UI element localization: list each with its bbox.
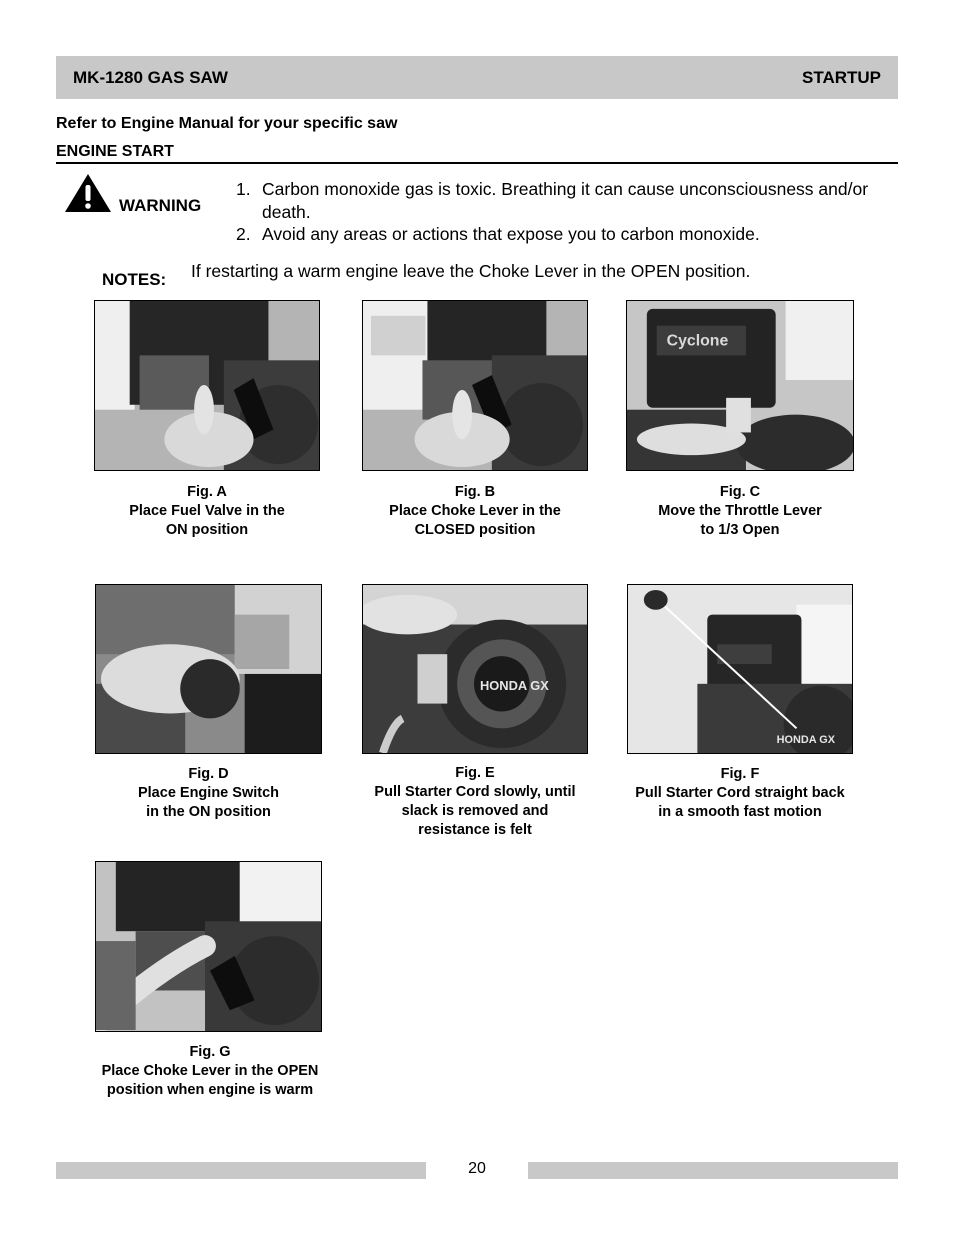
fig-e-photo — [362, 584, 588, 754]
fig-a-photo — [94, 300, 320, 471]
header-title: MK-1280 GAS SAW — [73, 67, 228, 87]
fig-label: Fig. C — [719, 484, 761, 500]
fig-f-photo-text: HONDA GX — [776, 734, 835, 747]
fig-d-photo — [95, 584, 322, 754]
fig-label: Fig. A — [187, 484, 227, 500]
footer-bar-right — [528, 1162, 898, 1179]
page-number: 20 — [468, 1160, 486, 1177]
section-title: ENGINE START — [56, 143, 898, 164]
warning-list — [236, 178, 876, 246]
fig-a-caption: Fig. A Place Fuel Valve in the ON position — [94, 483, 320, 540]
fig-label: Fig. F — [720, 766, 760, 782]
fig-f-caption: Fig. F Pull Starter Cord straight back in a smooth fast motion — [627, 765, 853, 822]
fig-label: Fig. B — [454, 484, 496, 500]
notes-label: NOTES: — [102, 270, 167, 289]
fig-c-photo-text: Cyclone — [666, 332, 729, 350]
notes-text: If restarting a warm engine leave the Choke Lever in the OPEN position. — [191, 261, 751, 281]
fig-f-photo — [627, 584, 853, 754]
refer-note: Refer to Engine Manual for your specific saw — [56, 115, 398, 132]
header-bar — [56, 56, 898, 99]
fig-b-caption: Fig. B Place Choke Lever in the CLOSED position — [362, 483, 588, 540]
fig-e-photo-text: HONDA GX — [479, 677, 549, 693]
fig-label: Fig. G — [189, 1044, 231, 1060]
warning-label: WARNING — [119, 196, 202, 215]
fig-g-caption: Fig. G Place Choke Lever in the OPEN position when engine is warm — [86, 1043, 334, 1100]
warning-item: 2. Avoid any areas or actions that expose you to carbon monoxide. — [236, 224, 760, 244]
fig-label: Fig. D — [188, 766, 229, 782]
fig-d-caption: Fig. D Place Engine Switch in the ON position — [95, 765, 322, 822]
warning-item: 1. Carbon monoxide gas is toxic. Breathing it can cause unconsciousness and/or death. — [236, 179, 869, 222]
fig-b-photo — [362, 300, 588, 471]
warning-triangle-icon — [64, 173, 112, 213]
fig-c-caption: Fig. C Move the Throttle Lever to 1/3 Open — [626, 483, 854, 540]
footer-bar-left — [56, 1162, 426, 1179]
fig-g-photo — [95, 861, 322, 1032]
fig-c-photo — [626, 300, 854, 471]
header-section: STARTUP — [801, 67, 881, 87]
fig-label: Fig. E — [455, 765, 495, 781]
fig-e-caption: Fig. E Pull Starter Cord slowly, until slack is removed and resistance is felt — [362, 764, 588, 840]
